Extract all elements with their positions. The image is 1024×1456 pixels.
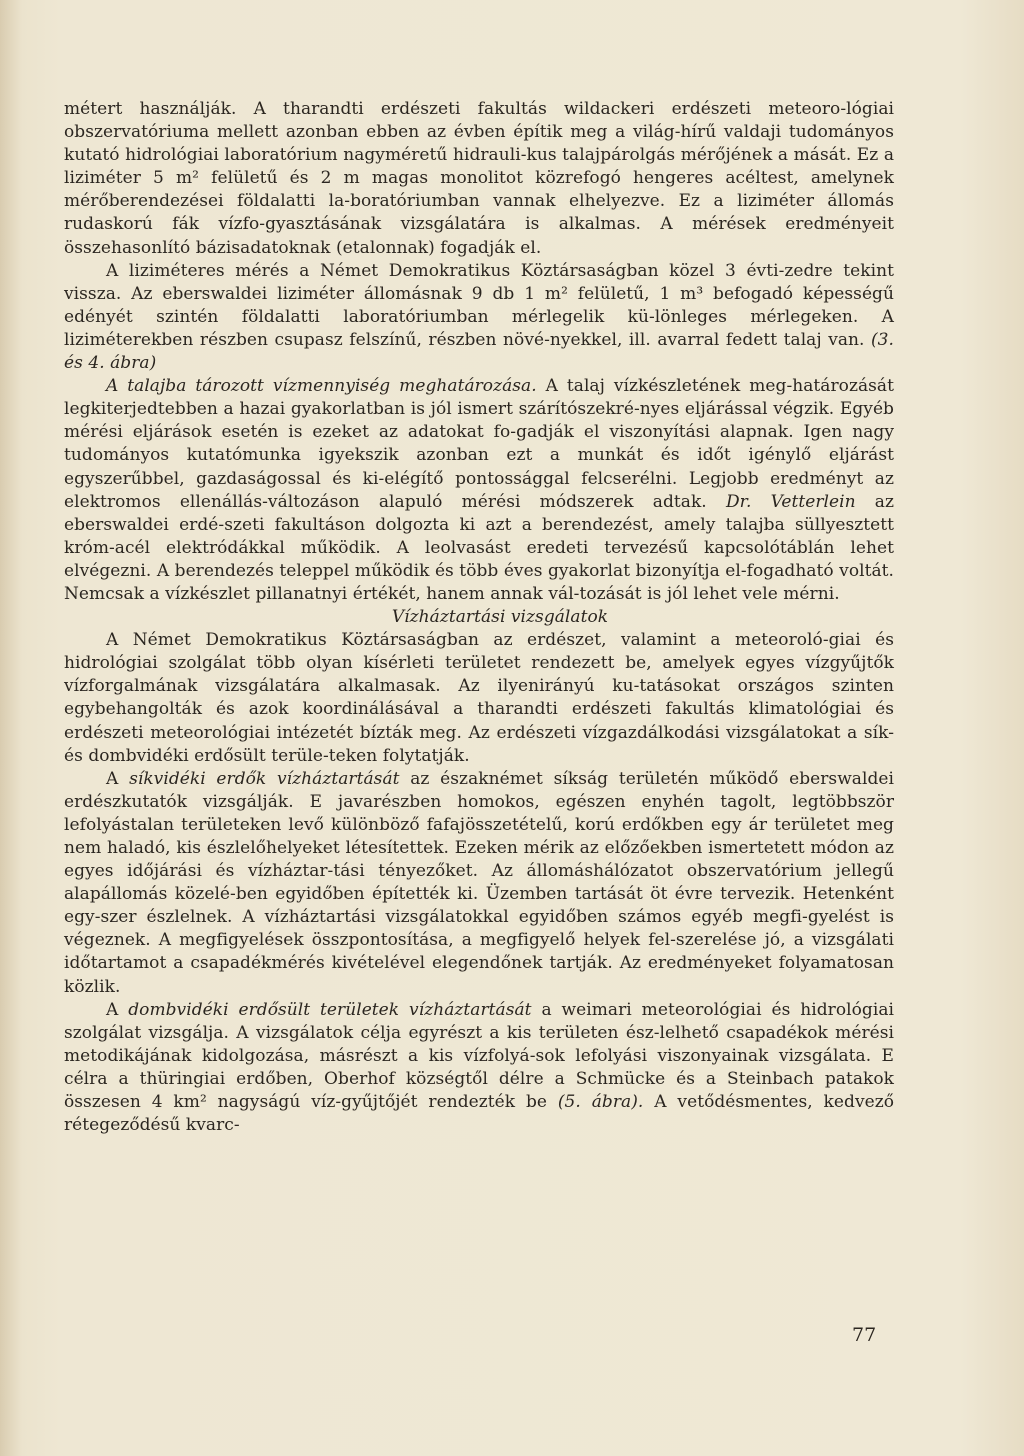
- italic-text: A talajba tározott vízmennyiség meghatározása.: [106, 376, 537, 397]
- page-number: 77: [852, 1324, 877, 1346]
- paragraph: [64, 629, 894, 768]
- text-run: métert használják. A tharandti erdészeti fakultás wildackeri erdészeti meteoro-lógiai obszervatóriuma mellett azonban ebben az évben építik meg a világ-hírű valdaji tudományos kutató hidrológiai laboratórium nagyméretű hidrauli-kus talajpárolgás mérőjének a mását. Ez a liziméter 5 m² felületű és 2 m magas monolitot közrefogó hengeres acéltest, amelynek mérőberendezései földalatti la-boratóriumban vannak elhelyezve. Ez a liziméter állomás rudaskorú fák vízfo-gyasztásának vizsgálatára is alkalmas. A mérések eredményeit összehasonlító bázisadatoknak (etalonnak) fogadják el.: [64, 99, 894, 258]
- italic-text: (3. és 4. ábra): [64, 329, 894, 374]
- text-run: A: [106, 999, 129, 1020]
- paragraph: [64, 999, 894, 1138]
- section-heading: [64, 606, 894, 629]
- paragraph: [64, 260, 894, 375]
- italic-text: Vízháztartási vizsgálatok: [391, 607, 609, 628]
- text-run: az eberswaldei erdé-szeti fakultáson dolgozta ki azt a berendezést, amely talajba süllyesztett króm-acél elektródákkal működik. A leolvasást eredeti tervezésű kapcsolótáblán lehet elvégezni. A berendezés teleppel működik és több éves gyakorlat bizonyítja el-fogadható voltát. Nemcsak a vízkészlet pillanatnyi értékét, hanem annak vál-tozását is jól lehet vele mérni.: [64, 491, 894, 604]
- text-run: a weimari meteorológiai és hidrológiai szolgálat vizsgálja. A vizsgálatok célja egyrészt a kis területen ész-lelhető csapadékok mérési metodikájának kidolgozása, másrészt a kis vízfolyá-sok lefolyási viszonyainak vizsgálata. E célra a thüringiai erdőben, Oberhof községtől délre a Schmücke és a Steinbach patakok összesen 4 km² nagyságú víz-gyűjtőjét rendezték be: [64, 999, 894, 1113]
- body-text: [64, 98, 894, 1137]
- text-run: A: [106, 768, 130, 789]
- paragraph: [64, 375, 894, 606]
- text-run: az északnémet síkság területén működő eberswaldei erdészkutatók vizsgálják. E javarészben homokos, egészen enyhén tagolt, legtöbbször lefolyástalan területeken levő különböző fafajösszetételű, korú erdőkben egy ár területet meg nem haladó, kis észlelőhelyeket létesítettek. Ezeken mérik az előzőekben ismertetett módon az egyes időjárási és vízháztar-tási tényezőket. Az állomáshálózatot obszervatórium jellegű alapállomás közelé-ben egyidőben építették ki. Üzemben tartását öt évre tervezik. Hetenként egy-szer észlelnek. A vízháztartási vizsgálatokkal egyidőben számos egyéb megfi-gyelést is végeznek. A megfigyelések összpontosítása, a megfigyelő helyek fel-szerelése jó, a vizsgálati időtartamot a csapadékmérés kivételével elegendőnek tartják. Az eredményeket folyamatosan közlik.: [64, 768, 894, 997]
- paragraph: [64, 768, 894, 999]
- text-run: A vetődésmentes, kedvező rétegeződésű kvarc-: [64, 1092, 895, 1136]
- text-run: A liziméteres mérés a Német Demokratikus Köztársaságban közel 3 évti-zedre tekint vissza. Az eberswaldei liziméter állomásnak 9 db 1 m² felületű, 1 m³ befogadó képességű edényét szintén földalatti laboratóriumban mérlegelik kü-lönleges mérlegeken. A liziméterekben részben csupasz felszínű, részben növé-nyekkel, ill. avarral fedett talaj van.: [64, 260, 894, 350]
- italic-text: síkvidéki erdők vízháztartását: [129, 768, 400, 789]
- italic-text: Dr. Vetterlein: [725, 491, 856, 512]
- italic-text: dombvidéki erdősült területek vízháztartását: [128, 999, 532, 1020]
- italic-text: (5. ábra).: [557, 1092, 644, 1113]
- paragraph: [64, 98, 894, 260]
- text-run: A talaj vízkészletének meg-határozását legkiterjedtebben a hazai gyakorlatban is jól ismert szárítószekré-nyes eljárással végzik. Egyéb mérési eljárások esetén is ezeket az adatokat fo-gadják el viszonyítási alapnak. Igen nagy tudományos kutatómunka igyekszik azonban ezt a munkát és időt igénylő eljárást egyszerűbbel, gazdaságossal és ki-elégítő pontossággal felcserélni. Legjobb eredményt az elektromos ellenállás-változáson alapuló mérési módszerek adtak.: [64, 376, 894, 512]
- text-run: A Német Demokratikus Köztársaságban az erdészet, valamint a meteoroló-giai és hidrológiai szolgálat több olyan kísérleti területet rendezett be, amelyek egyes vízgyűjtők vízforgalmának vizsgálatára alkalmasak. Az ilyenirányú ku-tatásokat országos szinten egybehangolták és azok koordinálásával a tharandti erdészeti fakultás klimatológiai és erdészeti meteorológiai intézetét bízták meg. Az erdészeti vízgazdálkodási vizsgálatokat a sík- és dombvidéki erdősült terüle-teken folytatják.: [64, 630, 894, 766]
